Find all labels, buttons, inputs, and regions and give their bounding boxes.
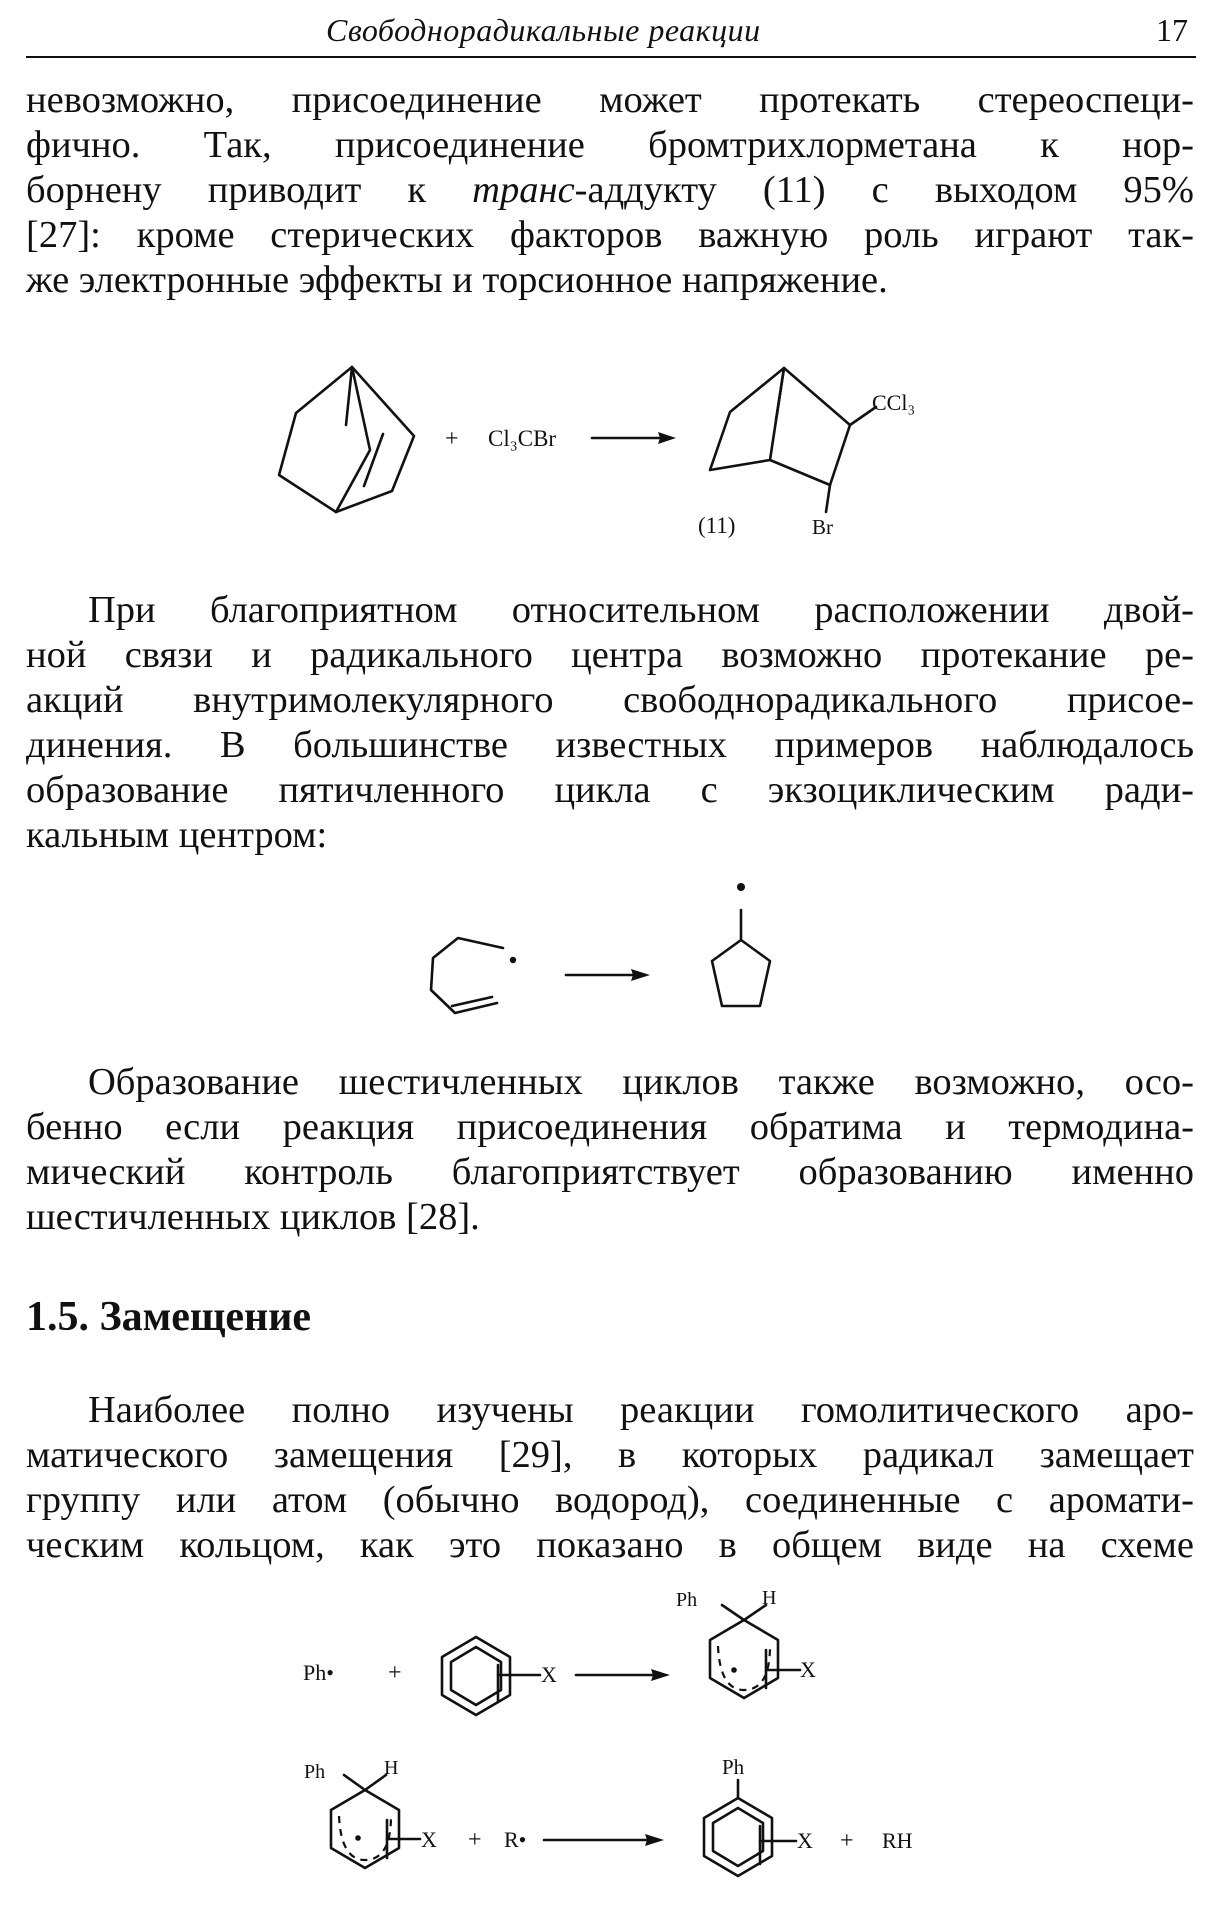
text-line: Образование шестичленных циклов также возможно, осо- (88, 1061, 1194, 1103)
sigma-complex-structure (710, 1605, 800, 1698)
plus-sign: + (445, 426, 459, 452)
reaction-arrow (544, 1834, 664, 1846)
reagent-label: Cl₃CBr (488, 426, 557, 451)
substituent-x: X (541, 1662, 557, 1687)
substituted-benzene-structure (442, 1637, 540, 1715)
substituent-x: X (797, 1828, 813, 1853)
substituent-x: X (800, 1657, 816, 1682)
phenyl-label: Ph (722, 1755, 745, 1779)
plus-sign: + (840, 1828, 854, 1854)
substituent-x: X (421, 1827, 437, 1852)
text-line: [27]: кроме стерических факторов важную роль играют так- (26, 214, 1194, 256)
text-line: матического замещения [29], в которых радикал замещает (26, 1434, 1194, 1476)
substituent-br: Br (812, 515, 833, 539)
text-line: борнену приводит к транс-аддукту (11) с выходом 95% (26, 169, 1194, 211)
plus-sign: + (468, 1827, 482, 1853)
text-line: Наиболее полно изучены реакции гомолитического аро- (88, 1389, 1194, 1431)
text-line: фично. Так, присоединение бромтрихлорметана к нор- (26, 124, 1194, 166)
phenyl-radical-label: Ph• (303, 1660, 334, 1685)
plus-sign: + (388, 1660, 402, 1686)
text-line: группу или атом (обычно водород), соединенные с аромати- (26, 1479, 1194, 1521)
text-line: мический контроль благоприятствует образованию именно (26, 1151, 1194, 1193)
hydrogen-label: H (762, 1587, 777, 1609)
alkyl-radical-label: R• (504, 1827, 527, 1852)
hydrogen-label: H (384, 1757, 399, 1779)
text-line: динения. В большинстве известных примеров наблюдалось (26, 724, 1194, 766)
substituent-ccl3: CCl₃ (872, 390, 916, 415)
sigma-complex-structure (331, 1775, 420, 1868)
running-title: Свободнорадикальные реакции (326, 12, 761, 48)
italic-trans: транс (472, 169, 575, 211)
text-line: ной связи и радикального центра возможно протекание ре- (26, 634, 1194, 676)
text-line: кальным центром: (26, 814, 328, 856)
biphenyl-product-structure (704, 1780, 796, 1876)
text-line: же электронные эффекты и торсионное напряжение. (26, 259, 888, 301)
rh-label: RH (882, 1828, 913, 1853)
text-line: бенно если реакция присоединения обратима и термодина- (26, 1106, 1194, 1148)
phenyl-label: Ph (676, 1589, 698, 1611)
text-line: При благоприятном относительном расположении двой- (88, 589, 1194, 631)
page-number: 17 (1156, 12, 1188, 48)
reaction-arrow (576, 1669, 670, 1681)
compound-label: (11) (698, 513, 736, 538)
text-line: акций внутримолекулярного свободнорадикального присое- (26, 679, 1194, 721)
text-line: невозможно, присоединение может протекать стереоспеци- (26, 79, 1194, 121)
section-heading: 1.5. Замещение (26, 1294, 312, 1340)
phenyl-label: Ph (304, 1761, 326, 1783)
text-line: образование пятичленного цикла с экзоциклическим ради- (26, 769, 1194, 811)
text-line: шестичленных циклов [28]. (26, 1196, 480, 1238)
text-line: ческим кольцом, как это показано в общем виде на схеме (26, 1524, 1194, 1566)
